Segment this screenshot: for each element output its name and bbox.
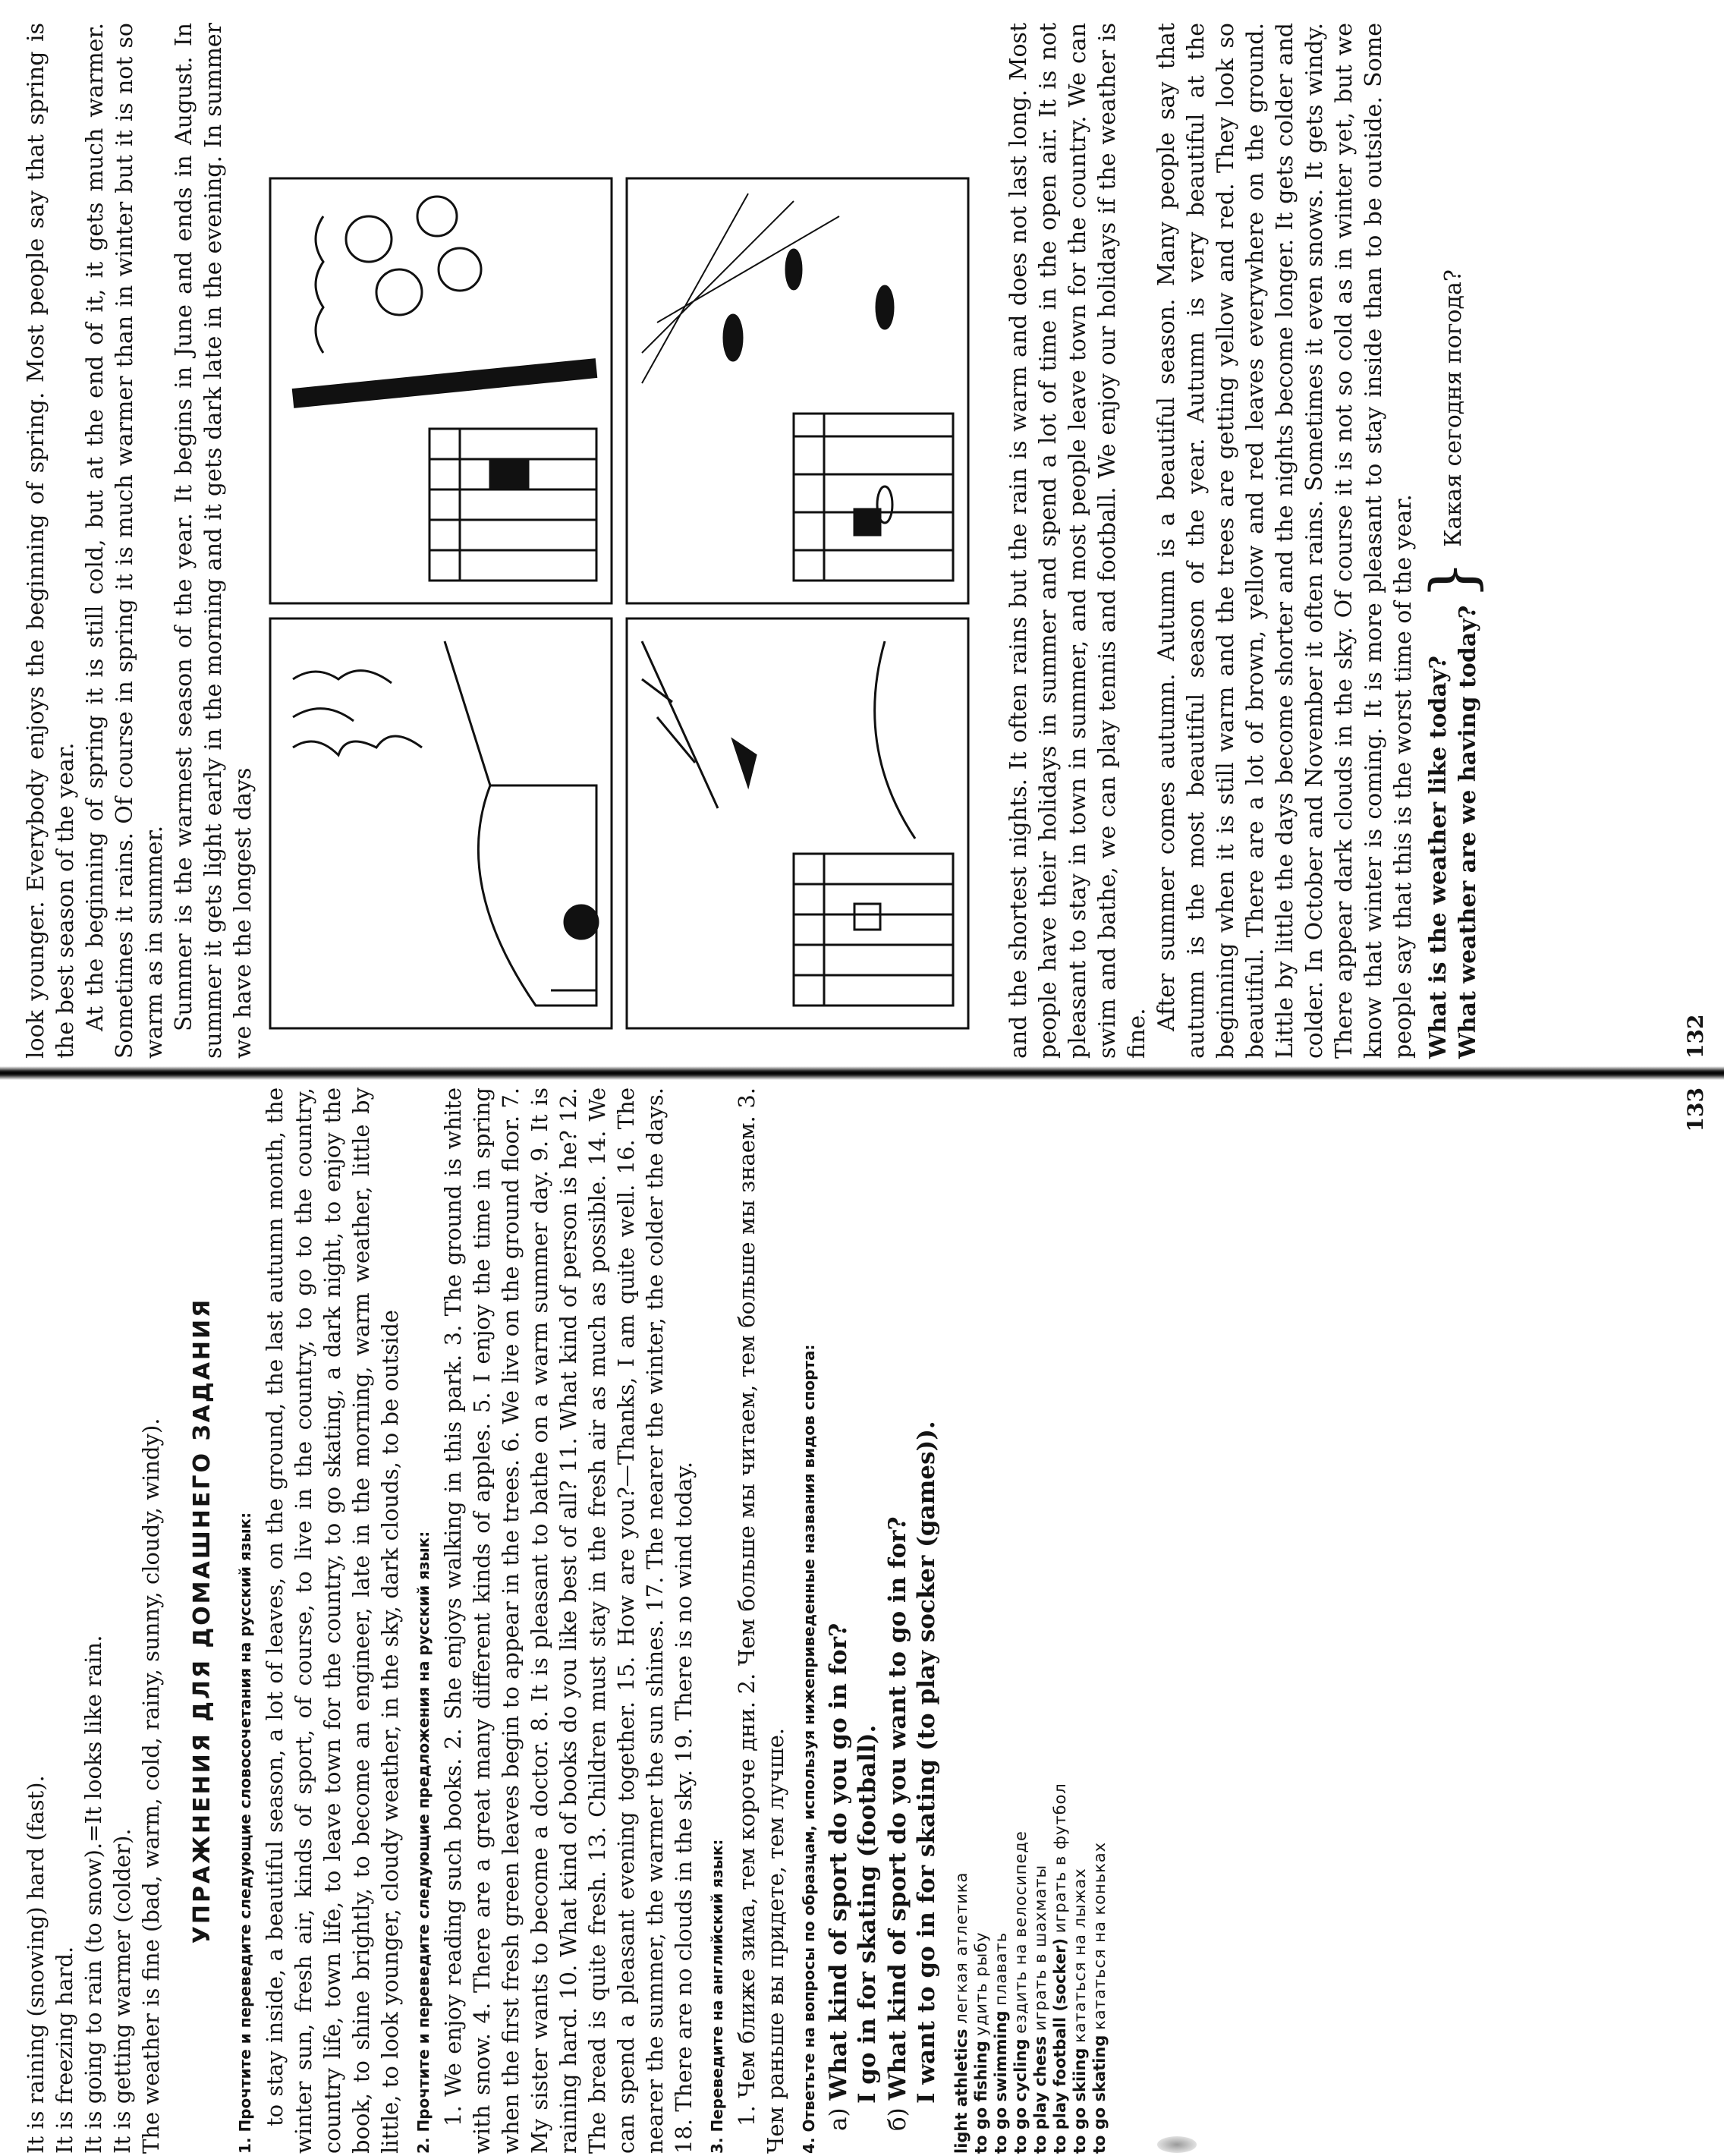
vocab-ru: плавать — [992, 1931, 1010, 2006]
vocab-en: to go cycling — [1011, 2038, 1030, 2154]
paragraph: After summer comes autumn. Autumn is a beautiful season. Many people say that autumn is the most beautiful season of the year. Autumn is very beautiful at the beginning when it is still warm and the trees are getting yellow and red. They look so beautiful. There are a lot of brown, yellow and red leaves everywhere on the ground. Little by little the days become shorter and the nights become longer. It gets colder and colder. In October and November it often rains. Sometimes it even snows. It gets windy. There appear dark clouds in the sky. Of course it is not so cold as in winter yet, but we know that winter is coming. It is more pleasant to stay inside than to be outside. Some people say that this is the worst time of the year. — [1153, 23, 1417, 1059]
illustration-panel-winter — [270, 618, 612, 1028]
weather-question-2: What weather are we having today? — [1455, 605, 1481, 1059]
right-page-text — [21, 1087, 1109, 2154]
page-number-left: 132 — [1683, 1014, 1708, 1059]
illustration-panel-spring — [627, 618, 968, 1028]
vocab-item — [1050, 1087, 1070, 2154]
vocab-en: light athletics — [952, 2029, 971, 2154]
vocab-ru: удить рыбу — [972, 1931, 990, 2036]
sample-a — [824, 1087, 882, 2131]
weather-question-translation: Какая сегодня погода? — [1439, 269, 1467, 547]
weather-phrase: It is raining (snowing) hard (fast). — [23, 1775, 49, 2154]
vocab-item — [1011, 1087, 1030, 2154]
exercise-2-text: 1. We enjoy reading such books. 2. She enjoys walking in this park. 3. The ground is white with snow. 4. There are a great many different kinds of apples. 5. I enjoy the time in spring when the first fresh green leaves begin to appear in the trees. 6. We live on the ground floor. 7. My sister wants to become a doctor. 8. It is pleasant to bathe on a warm summer day. 9. It is raining hard. 10. What kind of books do you like best of all? 11. What kind of person is he? 12. The bread is quite fresh. 13. Children must stay in the fresh air as much as possible. 14. We can spend a pleasant evening together. 15. How are you?—Thanks, I am quite well. 16. The nearer the summer, the warmer the sun shines. 17. The nearer the winter, the colder the days. 18. There are no clouds in the sky. 19. There is no wind today. — [440, 1087, 697, 2154]
exercise-3-heading: 3. Переведите на английский язык: — [708, 1839, 726, 2154]
sample-a-label: а) — [825, 2107, 852, 2131]
exercise-1-text: to stay inside, a beautiful season, a lot of leaves, on the ground, the last autumn month, the winter sun, fresh air, kinds of sport, of course, to live in the country, to go to the country, country life, town life, to leave town for the country, to go skating, a dark night, to enjoy the book, to shine brightly, to become an engineer, late in the morning, warm weather, little by little, to look younger, cloudy weather, in the sky, dark clouds, to be outside — [262, 1087, 403, 2154]
left-page — [21, 23, 1721, 1059]
vocab-item — [971, 1087, 991, 2154]
season-drawings-svg — [263, 163, 983, 1036]
weather-phrase: The weather is fine (bad, warm, cold, rainy, sunny, cloudy, windy). — [138, 1418, 164, 2154]
left-page-bottom-text — [1004, 23, 1488, 1059]
paragraph: look younger. Everybody enjoys the beginning of spring. Most people say that spring is the best season of the year. — [23, 23, 79, 1059]
vocab-item — [991, 1087, 1011, 2154]
vocab-en: to go skating — [1090, 2035, 1109, 2154]
exercise-2-heading: 2. Прочтите и переведите следующие предложения на русский язык: — [414, 1531, 433, 2154]
sample-a-question: What kind of sport do you go in for? — [825, 1623, 852, 2101]
right-page — [21, 1087, 1721, 2154]
vocab-item — [1070, 1087, 1090, 2154]
vocab-ru: играть в шахматы — [1031, 1864, 1049, 2032]
page-fold — [0, 1066, 1724, 1080]
exercise-1-heading: 1. Прочтите и переведите следующие словосочетания на русский язык: — [236, 1512, 254, 2154]
season-illustrations — [263, 163, 983, 1036]
vocab-item — [1090, 1087, 1109, 2154]
vocab-item — [952, 1087, 971, 2154]
vocab-ru: играть в футбол — [1051, 1783, 1069, 1934]
vocab-en: to play football (socker) — [1051, 1937, 1069, 2154]
illustration-panel-autumn — [627, 178, 968, 603]
vocab-ru: ездить на велосипеде — [1011, 1830, 1030, 2034]
vocab-en: to go fishing — [972, 2041, 990, 2154]
page-number-right: 133 — [1683, 1087, 1708, 1132]
vocab-ru: кататься на коньках — [1090, 1841, 1109, 2030]
section-title: УПРАЖНЕНИЯ ДЛЯ ДОМАШНЕГО ЗАДАНИЯ — [189, 1297, 216, 1944]
exercise-3-text: 1. Чем ближе зима, тем короче дни. 2. Чем больше мы читаем, тем больше мы знаем. 3. Чем раньше вы придете, тем лучше. — [734, 1087, 788, 2154]
vocab-en: to go skiing — [1071, 2047, 1089, 2154]
vocab-en: to go swimming — [992, 2010, 1010, 2154]
paragraph: At the beginning of spring it is still cold, but at the end of it, it gets much warmer. Sometimes it rains. Of course in spring it is much warmer than in winter but it is not so warm as in summer. — [82, 23, 168, 1059]
weather-question-1: What is the weather like today? — [1425, 656, 1452, 1059]
sport-vocabulary-list — [952, 1087, 1109, 2154]
vocab-ru: легкая атлетика — [952, 1871, 971, 2024]
vocab-en: to play chess — [1031, 2035, 1049, 2154]
weather-question-block — [1417, 23, 1488, 1059]
vocab-item — [1030, 1087, 1050, 2154]
brace-glyph: } — [1417, 560, 1488, 600]
left-page-top-text — [21, 23, 258, 1059]
paragraph: Summer is the warmest season of the year. It begins in June and ends in August. In summer it gets light early in the morning and it gets dark late in the evening. In summer we have the longest days — [171, 23, 256, 1059]
sample-b-question: What kind of sport do you want to go in for? — [884, 1516, 911, 2101]
weather-phrase: It is going to rain (to snow).=It looks like rain. — [80, 1635, 106, 2154]
sample-b-answer: I want to go in for skating (to play socker (games)). — [913, 1421, 940, 2104]
vocab-ru: кататься на лыжах — [1071, 1868, 1089, 2043]
sample-b-label: б) — [884, 2107, 911, 2131]
sample-a-answer: I go in for skating (football). — [854, 1724, 881, 2104]
exercise-4-heading: 4. Ответьте на вопросы по образцам, используя нижеприведенные названия видов спорта: — [800, 1344, 818, 2154]
sample-b — [883, 1087, 941, 2131]
weather-phrases — [21, 1087, 165, 2154]
weather-phrase: It is getting warmer (colder). — [109, 1828, 135, 2154]
weather-phrase: It is freezing hard. — [52, 1946, 77, 2154]
paragraph: and the shortest nights. It often rains but the rain is warm and does not last long. Most people have their holidays in summer and spend a lot of time in the open air. It is not pleasant to stay in town in summer, and most people leave town for the country. We can swim and bathe, we can play tennis and football. We enjoy our holidays if the weather is fine. — [1005, 23, 1150, 1059]
